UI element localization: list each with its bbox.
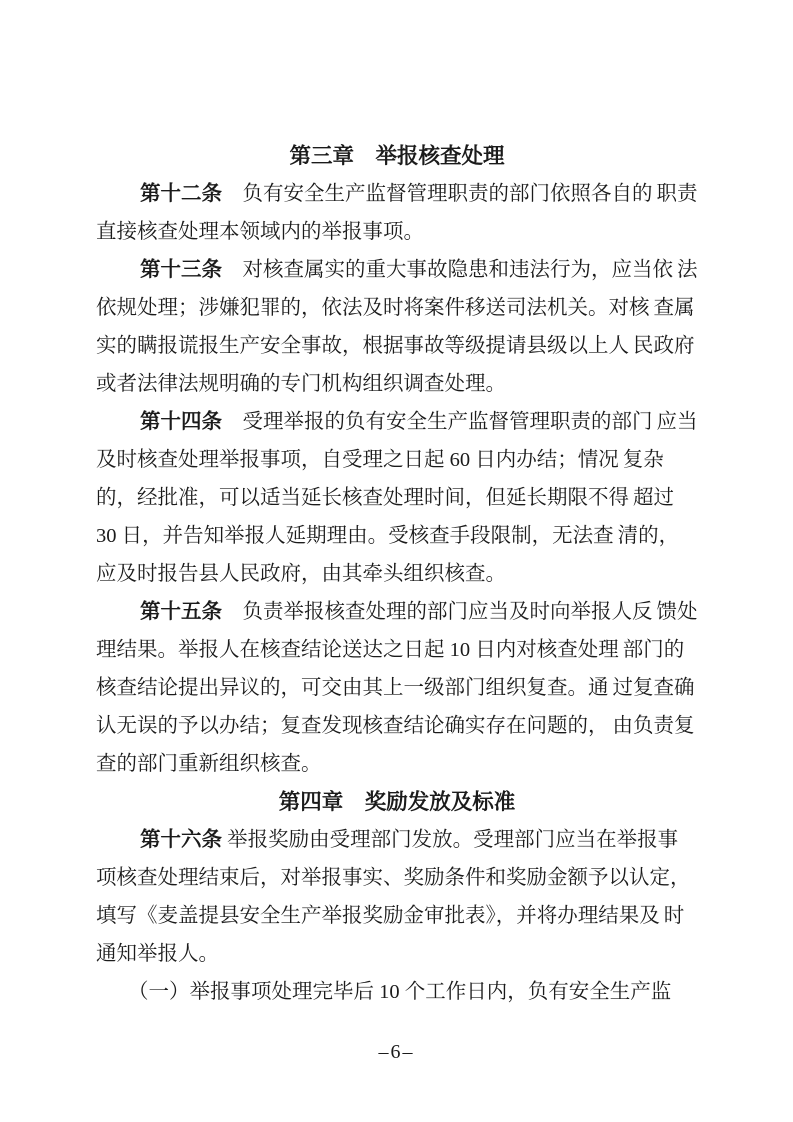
- article-14-label: 第十四条: [140, 411, 222, 433]
- text-line: [96, 411, 653, 433]
- article-15-line-2: 馈处理结果。举报人在核查结论送达之日起 10 日内对核查处理: [96, 601, 698, 661]
- article-14-line-1: 受理举报的负有安全生产监督管理职责的部门: [222, 411, 653, 433]
- article-15: [96, 593, 698, 783]
- article-13: [96, 251, 698, 403]
- article-15-line-5: 由负责复查的部门重新组织核查。: [96, 715, 695, 775]
- article-14-line-3: 复杂的，经批准，可以适当延长核查处理时间，但延长期限不得: [96, 449, 664, 509]
- text-line: [96, 829, 678, 851]
- article-15-label: 第十五条: [140, 601, 222, 623]
- article-12-line-1: 负有安全生产监督管理职责的部门依照各自的: [222, 183, 653, 205]
- article-16-label: 第十六条: [140, 829, 222, 851]
- text-line: [96, 601, 653, 623]
- article-16-line-2: 项核查处理结束后，对举报事实、奖励条件和奖励金额予以认定，: [96, 867, 691, 889]
- article-13-line-4: 民政府或者法律法规明确的专门机构组织调查处理。: [96, 335, 695, 395]
- article-12: [96, 175, 698, 251]
- article-13-line-3: 查属实的瞒报谎报生产安全事故，根据事故等级提请县级以上人: [96, 297, 695, 357]
- article-15-line-1: 负责举报核查处理的部门应当及时向举报人反: [222, 601, 653, 623]
- article-13-line-2: 法依规处理；涉嫌犯罪的，依法及时将案件移送司法机关。对核: [96, 259, 698, 319]
- item-1-line: （一）举报事项处理完毕后 10 个工作日内，负有安全生产监: [128, 981, 672, 1003]
- article-16-line-3: 填写《麦盖提县安全生产举报奖励金审批表》，并将办理结果及: [96, 905, 660, 927]
- article-15-line-4: 过复查确认无误的予以办结；复查发现核查结论确实存在问题的，: [96, 677, 695, 737]
- chapter-4-heading: 第四章 奖励发放及标准: [278, 790, 516, 814]
- article-12-label: 第十二条: [140, 183, 222, 205]
- article-13-label: 第十三条: [140, 259, 222, 281]
- page-number: –6–: [378, 1041, 415, 1063]
- article-12-line-2: 职责直接核查处理本领域内的举报事项。: [96, 183, 698, 243]
- article-16-line-4: 时通知举报人。: [96, 905, 685, 965]
- article-14: [96, 403, 698, 593]
- article-14-line-5: 清的，应及时报告县人民政府，由其牵头组织核查。: [96, 525, 680, 585]
- text-line: [96, 183, 653, 205]
- article-13-line-1: 对核查属实的重大事故隐患和违法行为，应当依: [222, 259, 673, 281]
- article-14-line-2: 应当及时核查处理举报事项，自受理之日起 60 日内办结；情况: [96, 411, 698, 471]
- article-16: [96, 821, 698, 973]
- document-body: [96, 137, 698, 1011]
- chapter-3-heading: 第三章 举报核查处理: [289, 144, 505, 168]
- item-1: [96, 973, 698, 1011]
- article-14-line-4: 超过 30 日，并告知举报人延期理由。受核查手段限制，无法查: [96, 487, 674, 547]
- text-line: [96, 259, 673, 281]
- article-16-line-1: 举报奖励由受理部门发放。受理部门应当在举报事: [222, 829, 679, 851]
- article-15-line-3: 部门的核查结论提出异议的，可交由其上一级部门组织复查。通: [96, 639, 685, 699]
